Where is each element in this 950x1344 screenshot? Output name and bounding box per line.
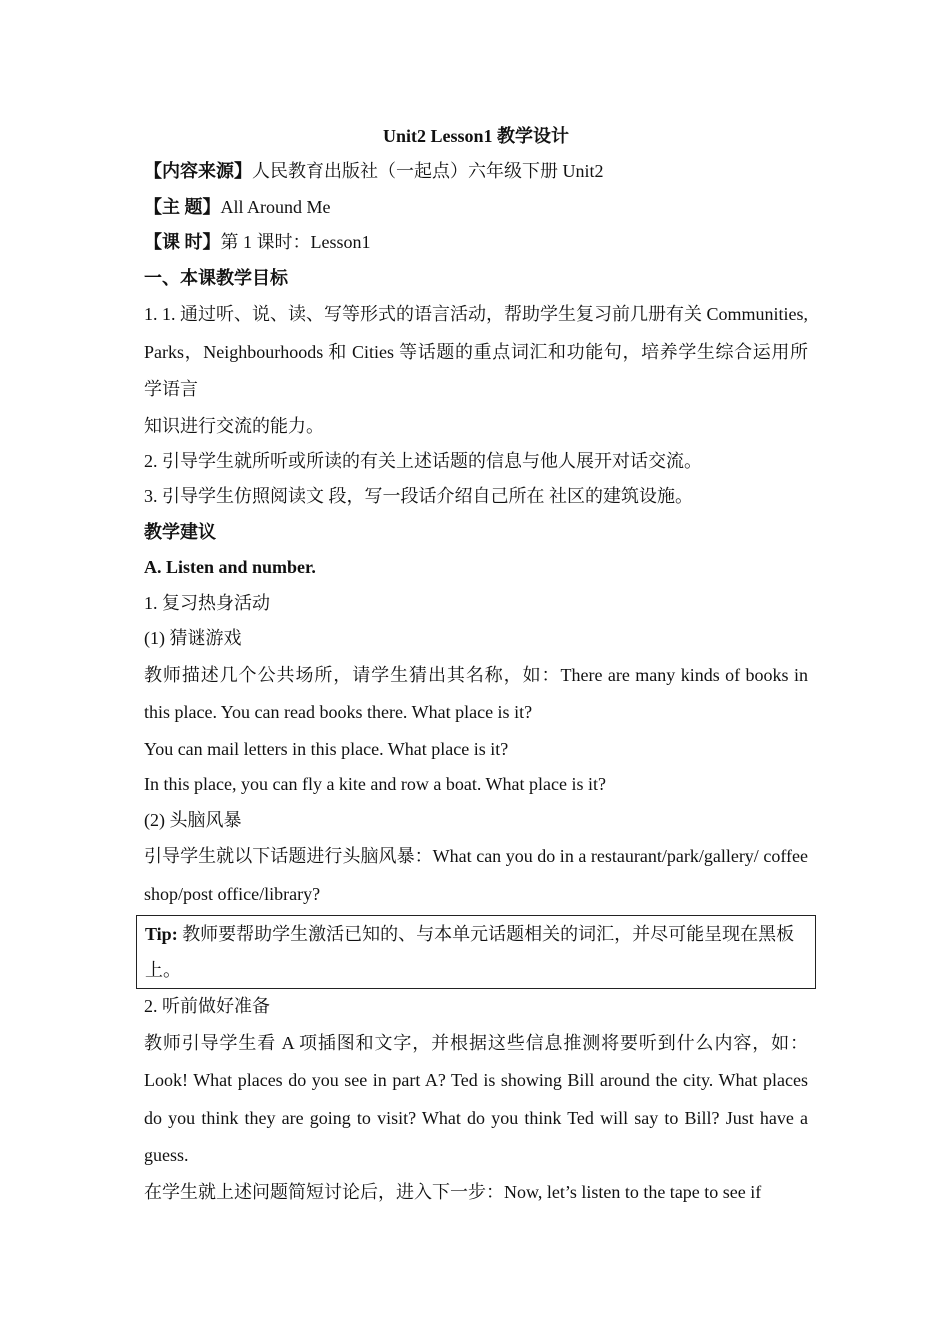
step-1: 1. 复习热身活动: [144, 592, 270, 613]
topic-label: 【主 题】: [144, 196, 221, 217]
document-title: Unit2 Lesson1 教学设计: [382, 126, 570, 146]
topic-line: [144, 190, 808, 226]
riddle-3: In this place, you can fly a kite and row a boat. What place is it?: [144, 774, 607, 794]
source-line: [144, 154, 808, 190]
goal-2: 2. 引导学生就所听或所读的有关上述话题的信息与他人展开对话交流。: [144, 450, 702, 471]
tip-box: [136, 915, 816, 989]
goal-3: 3. 引导学生仿照阅读文 段，写一段话介绍自己所在 社区的建筑设施。: [144, 486, 693, 506]
goal-1: 1. 1. 通过听、说、读、写等形式的语言活动，帮助学生复习前几册有关 Communities, Parks，Neighbourhoods 和 Cities 等话题的重点词汇和功能句，培养学生综合运用所学语言: [144, 304, 809, 399]
period-label: 【课 时】: [144, 232, 221, 252]
document-page: [144, 118, 808, 1210]
next-step-text: 在学生就上述问题简短讨论后，进入下一步：Now, let’s listen to the tape to see if: [144, 1181, 762, 1202]
tip-label: Tip:: [145, 924, 178, 944]
step-1-1: (1) 猜谜游戏: [144, 628, 242, 648]
suggestions-heading: 教学建议: [144, 521, 216, 542]
step-2: 2. 听前做好准备: [144, 996, 270, 1016]
goal-1-continued: 知识进行交流的能力。: [144, 415, 324, 436]
goals-heading: 一、本课教学目标: [144, 267, 288, 288]
period-value: 第 1 课时：Lesson1: [220, 232, 371, 252]
prep-text: 教师引导学生看 A 项插图和文字，并根据这些信息推测将要听到什么内容，如：Look! What places do you see in part A? Ted is showing Bill around the city. What places do you think they are going to visit? What do you think Ted will say to Bill? Just have a guess.: [144, 1032, 808, 1165]
tip-text: 教师要帮助学生激活已知的、与本单元话题相关的词汇，并尽可能呈现在黑板上。: [145, 924, 795, 980]
source-value: 人民教育出版社（一起点）六年级下册 Unit2: [252, 161, 604, 181]
part-a-heading: A. Listen and number.: [144, 557, 316, 577]
period-line: [144, 225, 808, 261]
topic-value: All Around Me: [220, 196, 331, 217]
brainstorm-text: 引导学生就以下话题进行头脑风暴：What can you do in a restaurant/park/gallery/ coffee shop/post office/library?: [144, 846, 808, 904]
source-label: 【内容来源】: [144, 161, 252, 181]
step-1-2: (2) 头脑风暴: [144, 809, 242, 830]
riddle-intro: 教师描述几个公共场所，请学生猜出其名称，如：There are many kinds of books in this place. You can read books there. What place is it?: [144, 664, 808, 722]
riddle-2: You can mail letters in this place. What place is it?: [144, 738, 509, 759]
